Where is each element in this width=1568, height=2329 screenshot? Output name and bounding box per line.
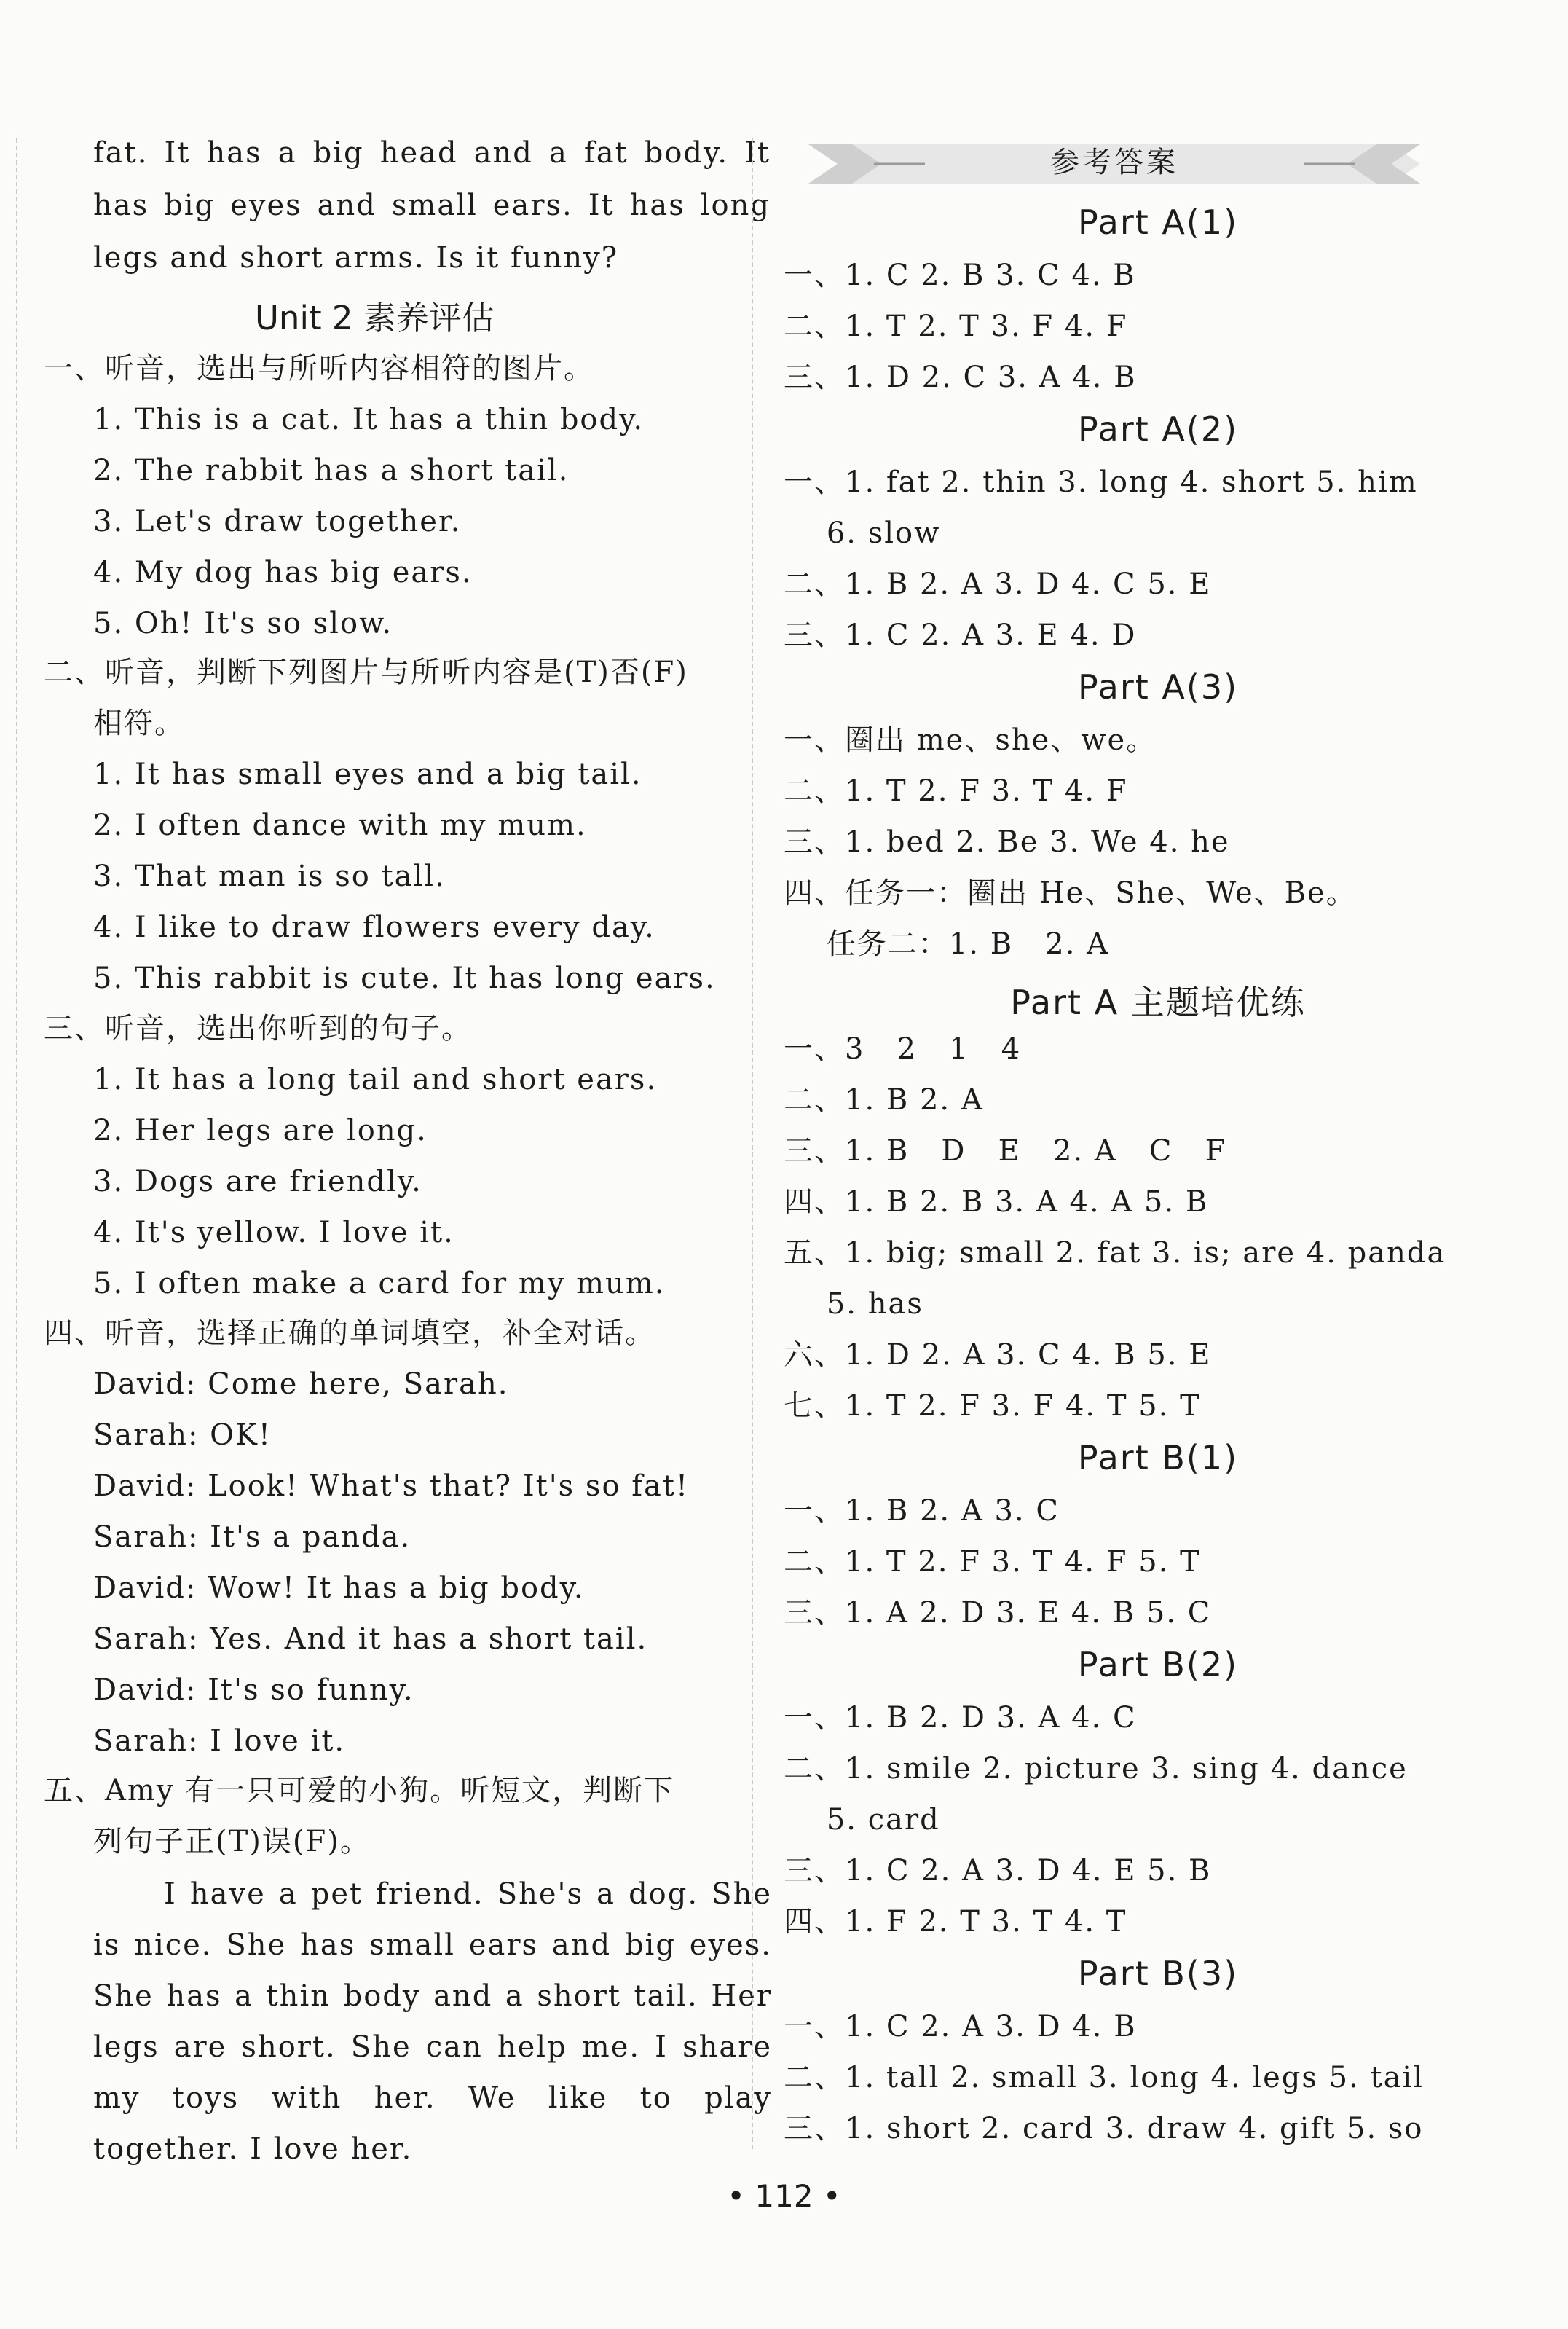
answer-line: 二、1. T 2. T 3. F 4. F — [784, 310, 1128, 343]
list-item: 3. Let's draw together. — [93, 505, 462, 538]
section-title: 一、听音，选出与所听内容相符的图片。 — [44, 352, 594, 385]
list-item: 5. I often make a card for my mum. — [93, 1267, 666, 1300]
dialogue-line: David: Come here, Sarah. — [93, 1367, 509, 1401]
answer-line: 5. card — [784, 1803, 940, 1837]
answer-line: 三、1. D 2. C 3. A 4. B — [784, 361, 1137, 394]
answer-line: 二、1. smile 2. picture 3. sing 4. dance — [784, 1752, 1408, 1786]
answer-line: 四、任务一：圈出 He、She、We、Be。 — [784, 876, 1357, 910]
answer-line: 一、1. B 2. D 3. A 4. C — [784, 1701, 1137, 1735]
dialogue-line: David: Wow! It has a big body. — [93, 1571, 585, 1605]
passage-line: together. I love her. — [93, 2132, 413, 2166]
dialogue-line: Sarah: It's a panda. — [93, 1520, 411, 1554]
answer-line: 一、1. fat 2. thin 3. long 4. short 5. him — [784, 466, 1418, 499]
part-title: Part A 主题培优练 — [1010, 983, 1306, 1022]
answer-line: 一、圈出 me、she、we。 — [784, 723, 1157, 757]
answer-line: 任务二：1. B 2. A — [784, 927, 1110, 961]
answer-line: 一、3 2 1 4 — [784, 1032, 1022, 1066]
section-title: 三、听音，选出你听到的句子。 — [44, 1012, 472, 1045]
answer-line: 三、1. A 2. D 3. E 4. B 5. C — [784, 1596, 1212, 1630]
passage-line: I have a pet friend. She's a dog. She — [164, 1877, 772, 1911]
section-title: 四、听音，选择正确的单词填空，补全对话。 — [44, 1316, 655, 1350]
list-item: 1. It has a long tail and short ears. — [93, 1063, 658, 1096]
dialogue-line: Sarah: I love it. — [93, 1724, 346, 1758]
banner-title: 参考答案 — [1050, 146, 1178, 179]
answer-line: 一、1. C 2. B 3. C 4. B — [784, 259, 1136, 292]
answer-line: 四、1. F 2. T 3. T 4. T — [784, 1905, 1127, 1939]
list-item: 2. I often dance with my mum. — [93, 809, 587, 842]
answer-line: 二、1. T 2. F 3. T 4. F — [784, 774, 1128, 808]
passage-line: my toys with her. We like to play — [93, 2081, 772, 2115]
list-item: 4. My dog has big ears. — [93, 556, 473, 589]
dialogue-line: David: It's so funny. — [93, 1673, 414, 1707]
section-title: 五、Amy 有一只可爱的小狗。听短文，判断下 — [44, 1774, 675, 1807]
answer-line: 一、1. B 2. A 3. C — [784, 1494, 1060, 1528]
answer-line: 二、1. T 2. F 3. T 4. F 5. T — [784, 1545, 1201, 1579]
intro-line: fat. It has a big head and a fat body. It — [93, 136, 771, 170]
section-title: 二、听音，判断下列图片与所听内容是(T)否(F) — [44, 656, 688, 689]
intro-line: legs and short arms. Is it funny? — [93, 241, 619, 275]
list-item: 1. It has small eyes and a big tail. — [93, 758, 642, 791]
list-item: 3. Dogs are friendly. — [93, 1165, 422, 1198]
column-divider — [752, 138, 753, 2149]
list-item: 4. I like to draw flowers every day. — [93, 911, 655, 944]
answer-line: 三、1. short 2. card 3. draw 4. gift 5. so — [784, 2112, 1424, 2145]
section-title-cont: 列句子正(T)误(F)。 — [93, 1825, 371, 1858]
page-number: • 112 • — [727, 2178, 841, 2214]
answer-line: 二、1. B 2. A 3. D 4. C 5. E — [784, 567, 1212, 601]
passage-line: is nice. She has small ears and big eyes. — [93, 1928, 772, 1962]
column-divider — [16, 138, 17, 2149]
part-title: Part A(2) — [1077, 409, 1239, 449]
answer-line: 二、1. tall 2. small 3. long 4. legs 5. tail — [784, 2061, 1424, 2094]
list-item: 4. It's yellow. I love it. — [93, 1216, 454, 1249]
dialogue-line: Sarah: Yes. And it has a short tail. — [93, 1622, 648, 1656]
list-item: 2. Her legs are long. — [93, 1114, 428, 1147]
passage-line: legs are short. She can help me. I share — [93, 2030, 772, 2064]
answer-line: 三、1. bed 2. Be 3. We 4. he — [784, 825, 1230, 859]
answer-line: 五、1. big; small 2. fat 3. is; are 4. panda — [784, 1236, 1446, 1270]
answer-line: 三、1. B D E 2. A C F — [784, 1134, 1227, 1168]
part-title: Part A(1) — [1077, 203, 1239, 242]
unit-title: Unit 2 素养评估 — [255, 299, 495, 337]
answer-line: 七、1. T 2. F 3. F 4. T 5. T — [784, 1389, 1201, 1423]
part-title: Part B(3) — [1077, 1954, 1239, 1993]
answer-line: 一、1. C 2. A 3. D 4. B — [784, 2010, 1137, 2043]
list-item: 1. This is a cat. It has a thin body. — [93, 403, 645, 436]
dialogue-line: David: Look! What's that? It's so fat! — [93, 1469, 690, 1503]
list-item: 5. Oh! It's so slow. — [93, 607, 393, 640]
answer-line: 三、1. C 2. A 3. D 4. E 5. B — [784, 1854, 1212, 1888]
answer-line: 四、1. B 2. B 3. A 4. A 5. B — [784, 1185, 1209, 1219]
list-item: 3. That man is so tall. — [93, 860, 446, 893]
dialogue-line: Sarah: OK! — [93, 1418, 272, 1452]
answer-line: 二、1. B 2. A — [784, 1083, 984, 1117]
answer-line: 6. slow — [784, 517, 941, 550]
part-title: Part B(2) — [1077, 1645, 1239, 1684]
part-title: Part A(3) — [1077, 667, 1239, 707]
part-title: Part B(1) — [1077, 1438, 1239, 1477]
passage-line: She has a thin body and a short tail. Her — [93, 1979, 772, 2013]
answer-line: 5. has — [784, 1287, 923, 1321]
section-title-cont: 相符。 — [93, 707, 185, 740]
answer-banner — [808, 138, 1420, 189]
answer-line: 六、1. D 2. A 3. C 4. B 5. E — [784, 1338, 1212, 1372]
answer-line: 三、1. C 2. A 3. E 4. D — [784, 618, 1137, 652]
list-item: 5. This rabbit is cute. It has long ears. — [93, 962, 716, 995]
intro-line: has big eyes and small ears. It has long — [93, 189, 771, 222]
list-item: 2. The rabbit has a short tail. — [93, 454, 570, 487]
